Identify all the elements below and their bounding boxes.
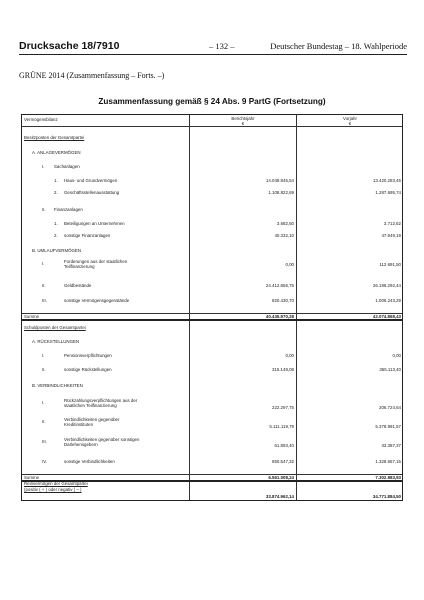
row-label: Forderungen aus der staatlichen — [64, 259, 128, 264]
row-label: Geschäftsstellenausstattung — [64, 190, 120, 195]
value-previous: 355.113,40 — [379, 367, 401, 372]
group-heading: B. VERBINDLICHKEITEN — [32, 383, 83, 388]
net-assets-label: Reinvermögen der Gesamtpartei — [24, 481, 88, 486]
column-header-previous: Vorjahr — [343, 116, 357, 121]
section-heading-liabilities: Schuldposten der Gesamtpartei — [24, 325, 86, 330]
row-number: 2. — [54, 190, 58, 195]
row-label: Verbindlichkeiten gegenüber sonstigen — [64, 437, 140, 442]
row-roman: II. — [42, 367, 46, 372]
value-previous: 33.387,37 — [381, 443, 401, 448]
row-roman: III. — [42, 439, 47, 444]
value-current: 1.108.822,69 — [268, 190, 294, 195]
value-previous: 1.287.695,74 — [375, 190, 401, 195]
group-heading: B. UMLAUFVERMÖGEN — [32, 248, 82, 253]
row-roman: II. — [42, 207, 46, 212]
drucksache-number: Drucksache 18/7910 — [19, 40, 120, 52]
value-previous: 206.724,64 — [379, 405, 401, 410]
sum-previous: 42.074.868,43 — [372, 314, 401, 319]
value-previous: 1.328.657,15 — [375, 459, 401, 464]
row-roman: I. — [42, 261, 45, 266]
row-label: Pensionsverpflichtungen — [64, 353, 112, 358]
row-roman: III. — [42, 298, 47, 303]
row-label: sonstige Vermögensgegenstände — [64, 298, 130, 303]
page-number: – 132 – — [209, 41, 235, 51]
row-label: Sachanlagen — [54, 164, 80, 169]
row-roman: I. — [42, 164, 45, 169]
net-assets-current: 33.874.962,14 — [265, 494, 294, 499]
sum-current: 40.435.970,28 — [265, 314, 294, 319]
row-label: Geldbestände — [64, 283, 92, 288]
row-label: Verbindlichkeiten gegenüber — [64, 417, 120, 422]
running-header — [19, 40, 407, 55]
value-previous: 47.949,19 — [381, 233, 401, 238]
value-previous: 13.420.283,45 — [372, 178, 401, 183]
row-label: Teilfinanzierung — [64, 264, 95, 269]
row-label: Finanzanlagen — [54, 207, 83, 212]
value-current: 820.430,70 — [272, 298, 294, 303]
currency-previous: € — [348, 121, 352, 126]
sum-label: Summe — [24, 314, 40, 319]
value-current: 24.412.856,75 — [265, 283, 294, 288]
value-current: 61.893,40 — [274, 443, 294, 448]
value-previous: 3.712,62 — [383, 221, 401, 226]
value-previous: 5.378.991,57 — [375, 424, 401, 429]
net-assets-previous: 34.771.884,50 — [372, 494, 401, 499]
row-label: sonstige Finanzanlagen — [64, 233, 111, 238]
value-previous: 26.196.292,44 — [372, 283, 401, 288]
row-roman: II. — [42, 419, 46, 424]
row-label: Kreditinstituten — [64, 422, 94, 427]
group-heading: A. ANLAGEVERMÖGEN — [32, 150, 81, 155]
balance-sheet-table — [21, 114, 403, 501]
column-header-label: Vermögensbilanz — [24, 117, 58, 122]
value-previous: 1.006.243,29 — [375, 298, 401, 303]
row-label: Beteiligungen an Unternehmen — [64, 221, 125, 226]
parliament-label: Deutscher Bundestag – 18. Wahlperiode — [270, 41, 407, 51]
value-current: 315.149,08 — [272, 367, 294, 372]
currency-current: € — [241, 121, 245, 126]
row-number: 1. — [54, 221, 58, 226]
section-heading-assets: Besitzposten der Gesamtpartei — [24, 135, 85, 140]
column-header-current: Berichtsjahr — [231, 116, 255, 121]
value-current: 3.682,50 — [276, 221, 294, 226]
sum-current: 6.561.008,24 — [268, 475, 294, 480]
value-current: 5.111.119,79 — [269, 424, 294, 429]
value-current: 850.547,32 — [272, 459, 294, 464]
row-roman: I. — [42, 353, 45, 358]
row-label: sonstige Verbindlichkeiten — [64, 459, 115, 464]
sum-label: Summe — [24, 475, 40, 480]
row-label: staatlichen Teilfinanzierung — [64, 403, 117, 408]
net-assets-sublabel: (positiv ( + ) oder negativ ( – ) — [24, 487, 82, 492]
group-heading: A. RÜCKSTELLUNGEN — [32, 339, 80, 344]
row-roman: I. — [42, 400, 45, 405]
value-previous: 112.691,50 — [379, 262, 401, 267]
value-current: 0,00 — [285, 353, 294, 358]
section-subheader: GRÜNE 2014 (Zusammenfassung – Forts. –) — [19, 71, 165, 80]
row-number: 2. — [54, 233, 58, 238]
row-roman: IV. — [42, 459, 47, 464]
row-number: 1. — [54, 178, 58, 183]
value-current: 14.049.845,54 — [265, 178, 294, 183]
row-label: Haus- und Grundvermögen — [64, 178, 118, 183]
value-previous: 0,00 — [392, 353, 401, 358]
sum-previous: 7.302.983,93 — [375, 475, 401, 480]
row-roman: II. — [42, 283, 46, 288]
value-current: 222.297,75 — [272, 405, 294, 410]
value-current: 0,00 — [285, 262, 294, 267]
page-title: Zusammenfassung gemäß § 24 Abs. 9 PartG (Fortsetzung) — [98, 97, 326, 106]
row-label: sonstige Rückstellungen — [64, 367, 112, 372]
value-current: 40.332,10 — [274, 233, 294, 238]
row-label: Darlehensgebern — [64, 442, 98, 447]
row-label: Rückzahlungsverpflichtungen aus der — [64, 398, 138, 403]
